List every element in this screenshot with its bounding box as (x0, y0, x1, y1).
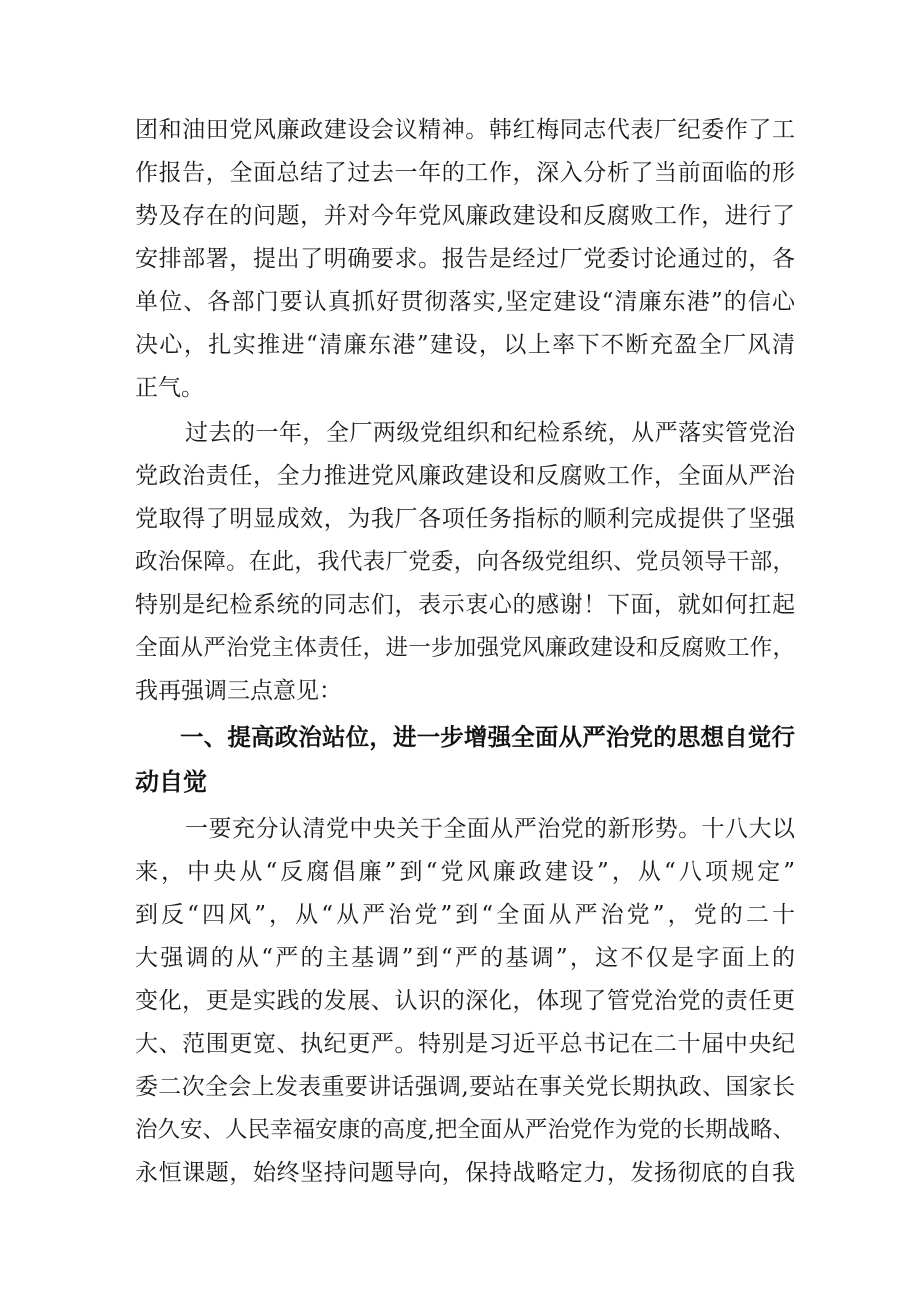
paragraph-2-line-6: 全面从严治党主体责任，进一步加强党风廉政建设和反腐败工作， (135, 635, 795, 661)
paragraph-2-line-2: 党政治责任，全力推进党风廉政建设和反腐败工作，全面从严治 (135, 463, 795, 489)
paragraph-1-line-1: 团和油田党风廉政建设会议精神。韩红梅同志代表厂纪委作了工 (135, 117, 795, 143)
paragraph-2-line-1: 过去的一年，全厂两级党组织和纪检系统，从严落实管党治 (185, 420, 795, 446)
paragraph-1-line-7: 正气。 (135, 375, 204, 401)
paragraph-3-line-1: 一要充分认清党中央关于全面从严治党的新形势。十八大以 (185, 816, 795, 842)
paragraph-2-line-5: 特别是纪检系统的同志们，表示衷心的感谢！下面，就如何扛起 (135, 592, 795, 618)
paragraph-2-line-7: 我再强调三点意见： (135, 678, 342, 704)
paragraph-3-line-5: 变化，更是实践的发展、认识的深化，体现了管党治党的责任更 (135, 988, 795, 1014)
paragraph-3-line-2: 来，中央从“反腐倡廉”到“党风廉政建设”，从“八项规定” (135, 859, 795, 885)
paragraph-3-line-8: 治久安、人民幸福安康的高度,把全面从严治党作为党的长期战略、 (135, 1117, 795, 1143)
paragraph-1-line-2: 作报告，全面总结了过去一年的工作，深入分析了当前面临的形 (135, 160, 795, 186)
paragraph-2-line-4: 政治保障。在此，我代表厂党委，向各级党组织、党员领导干部， (135, 549, 795, 575)
paragraph-1-line-5: 单位、各部门要认真抓好贯彻落实,坚定建设“清廉东港”的信心 (135, 289, 795, 315)
paragraph-1-line-4: 安排部署，提出了明确要求。报告是经过厂党委讨论通过的，各 (135, 246, 795, 272)
paragraph-1-line-3: 势及存在的问题，并对今年党风廉政建设和反腐败工作，进行了 (135, 203, 795, 229)
paragraph-3-line-9: 永恒课题，始终坚持问题导向，保持战略定力，发扬彻底的自我 (135, 1160, 795, 1186)
paragraph-3-line-3: 到反“四风”，从“从严治党”到“全面从严治党”，党的二十 (135, 902, 795, 928)
section-heading-line-2: 动自觉 (135, 768, 207, 796)
paragraph-3-line-4: 大强调的从“严的主基调”到“严的基调”，这不仅是字面上的 (135, 945, 795, 971)
paragraph-1-line-6: 决心，扎实推进“清廉东港”建设，以上率下不断充盈全厂风清 (135, 332, 795, 358)
paragraph-3-line-7: 委二次全会上发表重要讲话强调,要站在事关党长期执政、国家长 (135, 1074, 795, 1100)
paragraph-3-line-6: 大、范围更宽、执纪更严。特别是习近平总书记在二十届中央纪 (135, 1031, 795, 1057)
section-heading-line-1: 一、提高政治站位，进一步增强全面从严治党的思想自觉行 (180, 723, 795, 751)
paragraph-2-line-3: 党取得了明显成效，为我厂各项任务指标的顺利完成提供了坚强 (135, 506, 795, 532)
